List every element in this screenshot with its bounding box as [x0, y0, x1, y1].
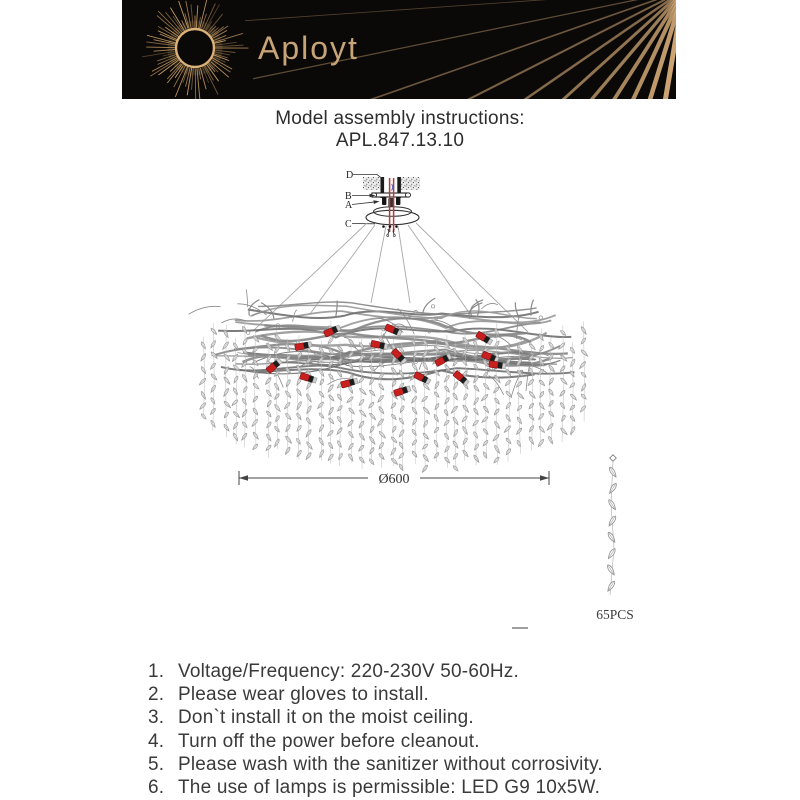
pieces-count-label: 65PCS — [596, 607, 634, 622]
item-text: Don`t install it on the moist ceiling. — [178, 707, 474, 729]
item-number: 6. — [148, 777, 165, 799]
list-item — [148, 683, 708, 706]
list-item — [148, 706, 708, 729]
mount-label-a: A — [345, 200, 353, 211]
list-item — [148, 730, 708, 753]
instruction-list — [148, 660, 708, 799]
crystal-curtain-drawing — [198, 321, 588, 473]
crystal-strand-detail — [606, 455, 618, 595]
dimension-label: Ø600 — [378, 472, 410, 487]
item-text: Voltage/Frequency: 220-230V 50-60Hz. — [178, 661, 519, 682]
item-text: Please wear gloves to install. — [178, 684, 430, 706]
item-text: Turn off the power before cleanout. — [178, 730, 480, 752]
list-item — [148, 660, 708, 683]
item-number: 2. — [148, 684, 165, 706]
mount-label-d: D — [346, 170, 354, 181]
list-item — [148, 776, 708, 799]
page-title: Model assembly instructions: — [275, 108, 525, 129]
model-number: APL.847.13.10 — [335, 130, 465, 151]
item-number: 4. — [148, 730, 165, 752]
mount-label-b: B — [345, 191, 352, 202]
list-item — [148, 753, 708, 776]
brand-logo-text: Aployt — [258, 30, 359, 66]
item-text: The use of lamps is permissible: LED G9 10x5W. — [178, 777, 601, 799]
item-number: 5. — [148, 753, 165, 775]
item-number: 1. — [148, 661, 165, 682]
item-text: Please wash with the sanitizer without corrosivity. — [178, 753, 603, 775]
mount-label-c: C — [345, 219, 352, 230]
item-number: 3. — [148, 707, 165, 729]
